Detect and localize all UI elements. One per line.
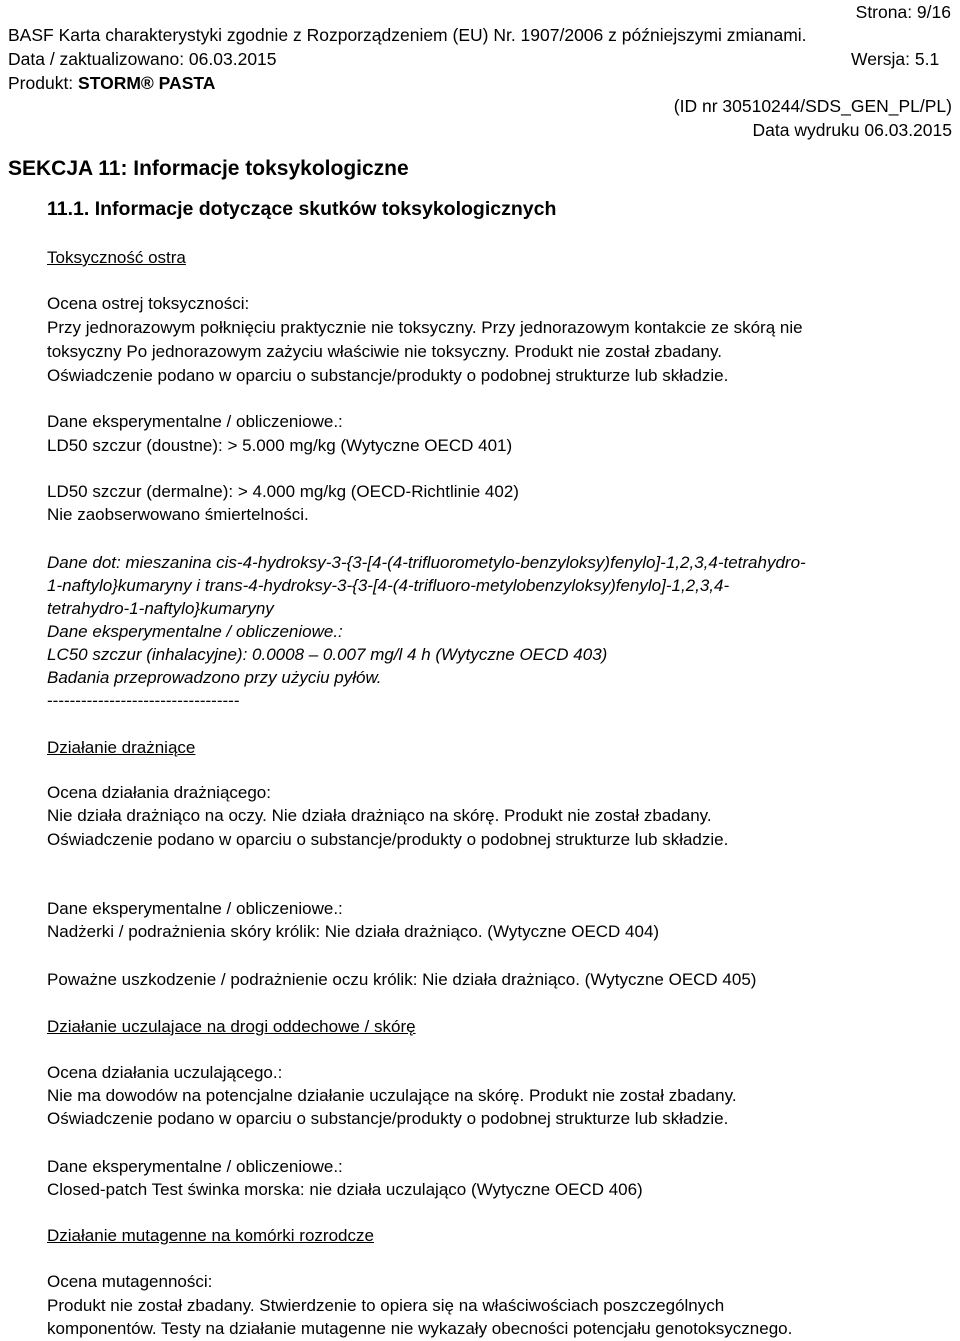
text-line: Badania przeprowadzono przy użyciu pyłów. bbox=[47, 668, 382, 687]
text-line: Dane eksperymentalne / obliczeniowe.: bbox=[47, 899, 343, 918]
text-line: Nadżerki / podrażnienia skóry królik: Nie działa drażniąco. (Wytyczne OECD 404) bbox=[47, 922, 660, 941]
text-line: Nie ma dowodów na potencjalne działanie uczulające na skórę. Produkt nie został zbadany. bbox=[47, 1086, 737, 1105]
text-line: Dane eksperymentalne / obliczeniowe.: bbox=[47, 1157, 343, 1176]
text-line: Dane dot: mieszanina cis-4-hydroksy-3-{3-[4-(4-trifluorometylo-benzyloksy)fenylo]-1,2,3,4-tetrahydro- bbox=[47, 553, 806, 572]
product-line bbox=[8, 73, 215, 93]
text-line: tetrahydro-1-naftylo}kumaryny bbox=[47, 599, 274, 618]
text-line: Ocena mutagenności: bbox=[47, 1272, 213, 1291]
date-updated: Data / zaktualizowano: 06.03.2015 bbox=[8, 49, 277, 69]
text-line: Produkt nie został zbadany. Stwierdzenie to opiera się na właściwościach poszczególnych bbox=[47, 1296, 725, 1315]
heading-acute-toxicity: Toksyczność ostra bbox=[47, 248, 186, 267]
text-line: Oświadczenie podano w oparciu o substancje/produkty o podobnej strukturze lub składzie. bbox=[47, 366, 729, 385]
subsection-title: 11.1. Informacje dotyczące skutków toksykologicznych bbox=[47, 198, 557, 220]
text-line: LC50 szczur (inhalacyjne): 0.0008 – 0.007 mg/l 4 h (Wytyczne OECD 403) bbox=[47, 645, 608, 664]
document-title: BASF Karta charakterystyki zgodnie z Rozporządzeniem (EU) Nr. 1907/2006 z późniejszymi zmianami. bbox=[8, 25, 807, 45]
text-line: Ocena działania drażniącego: bbox=[47, 783, 271, 802]
text-line: komponentów. Testy na działanie mutagenne nie wykazały obecności potencjału genotoksycznego. bbox=[47, 1319, 793, 1338]
text-line: 1-naftylo}kumaryny i trans-4-hydroksy-3-{3-[4-(4-trifluoro-metylobenzyloksy)fenylo]-1,2,3,4- bbox=[47, 576, 730, 595]
separator-line: ---------------------------------- bbox=[47, 691, 240, 710]
text-line: Ocena działania uczulającego.: bbox=[47, 1063, 283, 1082]
product-label: Produkt: bbox=[8, 73, 79, 93]
text-line: Ocena ostrej toksyczności: bbox=[47, 294, 250, 313]
text-line: Oświadczenie podano w oparciu o substancje/produkty o podobnej strukturze lub składzie. bbox=[47, 830, 729, 849]
product-name: STORM® PASTA bbox=[78, 73, 216, 93]
document-id: (ID nr 30510244/SDS_GEN_PL/PL) bbox=[673, 96, 952, 116]
version: Wersja: 5.1 bbox=[851, 49, 940, 69]
text-line: Nie działa drażniąco na oczy. Nie działa drażniąco na skórę. Produkt nie został zbadany. bbox=[47, 806, 712, 825]
heading-sensitization: Działanie uczulajace na drogi oddechowe / skórę bbox=[47, 1017, 416, 1036]
text-line: Dane eksperymentalne / obliczeniowe.: bbox=[47, 412, 343, 431]
text-line: Closed-patch Test świnka morska: nie działa uczulająco (Wytyczne OECD 406) bbox=[47, 1180, 643, 1199]
text-line: Przy jednorazowym połknięciu praktycznie nie toksyczny. Przy jednorazowym kontakcie ze skórą nie bbox=[47, 318, 803, 337]
print-date: Data wydruku 06.03.2015 bbox=[752, 120, 952, 140]
text-line: LD50 szczur (doustne): > 5.000 mg/kg (Wytyczne OECD 401) bbox=[47, 436, 513, 455]
heading-irritation: Działanie drażniące bbox=[47, 738, 196, 757]
text-line: Oświadczenie podano w oparciu o substancje/produkty o podobnej strukturze lub składzie. bbox=[47, 1109, 729, 1128]
text-line: Nie zaobserwowano śmiertelności. bbox=[47, 505, 309, 524]
text-line: Dane eksperymentalne / obliczeniowe.: bbox=[47, 622, 343, 641]
section-title: SEKCJA 11: Informacje toksykologiczne bbox=[8, 157, 409, 180]
heading-mutagenicity: Działanie mutagenne na komórki rozrodcze bbox=[47, 1226, 374, 1245]
text-line: Poważne uszkodzenie / podrażnienie oczu królik: Nie działa drażniąco. (Wytyczne OECD 405) bbox=[47, 970, 757, 989]
text-line: toksyczny Po jednorazowym zażyciu właściwie nie toksyczny. Produkt nie został zbadany. bbox=[47, 342, 722, 361]
text-line: LD50 szczur (dermalne): > 4.000 mg/kg (OECD-Richtlinie 402) bbox=[47, 482, 519, 501]
page-number: Strona: 9/16 bbox=[855, 2, 951, 22]
